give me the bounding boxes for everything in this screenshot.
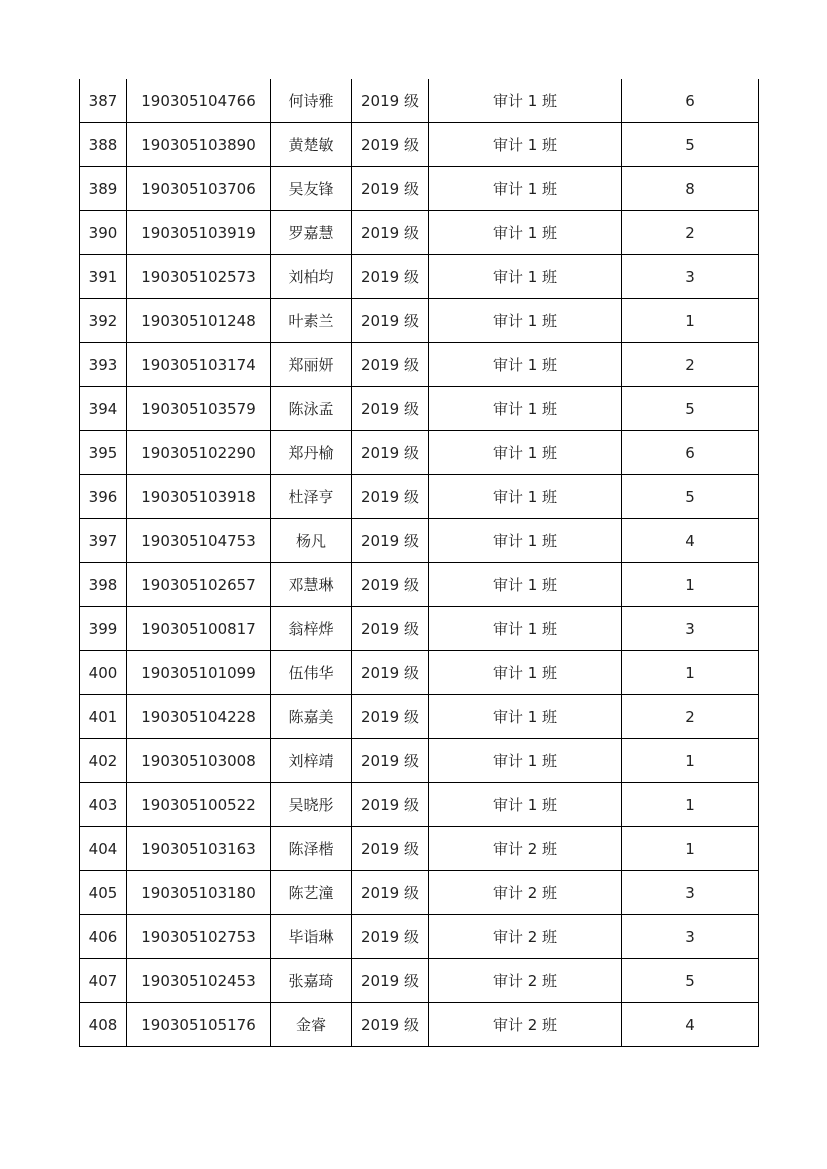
table-body	[80, 79, 759, 1047]
grade-cell: 2019 级	[352, 1003, 429, 1047]
table-row	[80, 475, 759, 519]
class-cell: 审计 1 班	[429, 475, 622, 519]
grade-cell: 2019 级	[352, 475, 429, 519]
student-name-cell: 陈艺潼	[271, 871, 352, 915]
student-name-cell: 罗嘉慧	[271, 211, 352, 255]
table-row	[80, 827, 759, 871]
student-name-cell: 张嘉琦	[271, 959, 352, 1003]
table-row	[80, 651, 759, 695]
student-name-cell: 邓慧琳	[271, 563, 352, 607]
table-row	[80, 739, 759, 783]
row-number-cell: 392	[80, 299, 127, 343]
count-cell: 1	[622, 299, 759, 343]
grade-cell: 2019 级	[352, 827, 429, 871]
student-id-cell: 190305103919	[127, 211, 271, 255]
student-id-cell: 190305102453	[127, 959, 271, 1003]
table-row	[80, 563, 759, 607]
table-row	[80, 123, 759, 167]
class-cell: 审计 1 班	[429, 123, 622, 167]
student-id-cell: 190305101099	[127, 651, 271, 695]
count-cell: 1	[622, 563, 759, 607]
student-name-cell: 刘柏均	[271, 255, 352, 299]
grade-cell: 2019 级	[352, 299, 429, 343]
table-row	[80, 167, 759, 211]
student-name-cell: 陈泽楷	[271, 827, 352, 871]
class-cell: 审计 2 班	[429, 1003, 622, 1047]
count-cell: 2	[622, 695, 759, 739]
count-cell: 1	[622, 739, 759, 783]
table-row	[80, 387, 759, 431]
count-cell: 3	[622, 255, 759, 299]
grade-cell: 2019 级	[352, 871, 429, 915]
student-id-cell: 190305104766	[127, 79, 271, 123]
row-number-cell: 393	[80, 343, 127, 387]
student-name-cell: 陈泳孟	[271, 387, 352, 431]
grade-cell: 2019 级	[352, 79, 429, 123]
student-name-cell: 刘梓靖	[271, 739, 352, 783]
count-cell: 1	[622, 827, 759, 871]
student-name-cell: 叶素兰	[271, 299, 352, 343]
row-number-cell: 390	[80, 211, 127, 255]
student-id-cell: 190305100817	[127, 607, 271, 651]
class-cell: 审计 2 班	[429, 827, 622, 871]
student-name-cell: 吴晓彤	[271, 783, 352, 827]
student-name-cell: 郑丹榆	[271, 431, 352, 475]
student-id-cell: 190305104228	[127, 695, 271, 739]
grade-cell: 2019 级	[352, 519, 429, 563]
student-id-cell: 190305103163	[127, 827, 271, 871]
table-row	[80, 959, 759, 1003]
student-id-cell: 190305103180	[127, 871, 271, 915]
student-name-cell: 何诗雅	[271, 79, 352, 123]
count-cell: 5	[622, 959, 759, 1003]
student-id-cell: 190305103706	[127, 167, 271, 211]
table-row	[80, 783, 759, 827]
table-row	[80, 211, 759, 255]
grade-cell: 2019 级	[352, 607, 429, 651]
row-number-cell: 396	[80, 475, 127, 519]
class-cell: 审计 1 班	[429, 695, 622, 739]
student-id-cell: 190305100522	[127, 783, 271, 827]
count-cell: 1	[622, 651, 759, 695]
count-cell: 8	[622, 167, 759, 211]
class-cell: 审计 1 班	[429, 343, 622, 387]
student-table	[79, 79, 759, 1047]
table-row	[80, 255, 759, 299]
student-id-cell: 190305104753	[127, 519, 271, 563]
row-number-cell: 404	[80, 827, 127, 871]
grade-cell: 2019 级	[352, 783, 429, 827]
student-id-cell: 190305105176	[127, 1003, 271, 1047]
table-row	[80, 431, 759, 475]
student-id-cell: 190305103008	[127, 739, 271, 783]
grade-cell: 2019 级	[352, 255, 429, 299]
class-cell: 审计 1 班	[429, 739, 622, 783]
count-cell: 2	[622, 343, 759, 387]
count-cell: 3	[622, 915, 759, 959]
class-cell: 审计 1 班	[429, 563, 622, 607]
class-cell: 审计 1 班	[429, 79, 622, 123]
count-cell: 3	[622, 607, 759, 651]
count-cell: 2	[622, 211, 759, 255]
class-cell: 审计 1 班	[429, 167, 622, 211]
row-number-cell: 395	[80, 431, 127, 475]
row-number-cell: 394	[80, 387, 127, 431]
table-row	[80, 695, 759, 739]
student-name-cell: 陈嘉美	[271, 695, 352, 739]
row-number-cell: 406	[80, 915, 127, 959]
count-cell: 4	[622, 1003, 759, 1047]
table-row	[80, 915, 759, 959]
student-id-cell: 190305103174	[127, 343, 271, 387]
student-name-cell: 郑丽妍	[271, 343, 352, 387]
grade-cell: 2019 级	[352, 167, 429, 211]
table-row	[80, 299, 759, 343]
student-id-cell: 190305102290	[127, 431, 271, 475]
grade-cell: 2019 级	[352, 563, 429, 607]
student-id-cell: 190305103579	[127, 387, 271, 431]
table-row	[80, 79, 759, 123]
row-number-cell: 389	[80, 167, 127, 211]
class-cell: 审计 1 班	[429, 255, 622, 299]
student-name-cell: 金睿	[271, 1003, 352, 1047]
student-name-cell: 杜泽亨	[271, 475, 352, 519]
class-cell: 审计 1 班	[429, 387, 622, 431]
row-number-cell: 391	[80, 255, 127, 299]
class-cell: 审计 1 班	[429, 211, 622, 255]
row-number-cell: 405	[80, 871, 127, 915]
student-name-cell: 翁梓烨	[271, 607, 352, 651]
row-number-cell: 399	[80, 607, 127, 651]
count-cell: 3	[622, 871, 759, 915]
row-number-cell: 403	[80, 783, 127, 827]
student-id-cell: 190305101248	[127, 299, 271, 343]
grade-cell: 2019 级	[352, 343, 429, 387]
table-row	[80, 343, 759, 387]
student-id-cell: 190305102753	[127, 915, 271, 959]
grade-cell: 2019 级	[352, 915, 429, 959]
row-number-cell: 397	[80, 519, 127, 563]
table-row	[80, 519, 759, 563]
count-cell: 5	[622, 387, 759, 431]
class-cell: 审计 1 班	[429, 299, 622, 343]
row-number-cell: 387	[80, 79, 127, 123]
class-cell: 审计 1 班	[429, 651, 622, 695]
grade-cell: 2019 级	[352, 431, 429, 475]
row-number-cell: 402	[80, 739, 127, 783]
count-cell: 4	[622, 519, 759, 563]
student-id-cell: 190305103918	[127, 475, 271, 519]
class-cell: 审计 1 班	[429, 431, 622, 475]
class-cell: 审计 1 班	[429, 607, 622, 651]
student-id-cell: 190305102573	[127, 255, 271, 299]
table-row	[80, 1003, 759, 1047]
class-cell: 审计 1 班	[429, 783, 622, 827]
row-number-cell: 401	[80, 695, 127, 739]
student-name-cell: 杨凡	[271, 519, 352, 563]
table-row	[80, 871, 759, 915]
count-cell: 6	[622, 431, 759, 475]
class-cell: 审计 2 班	[429, 871, 622, 915]
table-row	[80, 607, 759, 651]
student-name-cell: 吴友锋	[271, 167, 352, 211]
grade-cell: 2019 级	[352, 211, 429, 255]
class-cell: 审计 1 班	[429, 519, 622, 563]
count-cell: 1	[622, 783, 759, 827]
row-number-cell: 408	[80, 1003, 127, 1047]
grade-cell: 2019 级	[352, 739, 429, 783]
row-number-cell: 398	[80, 563, 127, 607]
grade-cell: 2019 级	[352, 959, 429, 1003]
count-cell: 5	[622, 475, 759, 519]
grade-cell: 2019 级	[352, 387, 429, 431]
row-number-cell: 407	[80, 959, 127, 1003]
grade-cell: 2019 级	[352, 123, 429, 167]
count-cell: 6	[622, 79, 759, 123]
student-id-cell: 190305102657	[127, 563, 271, 607]
class-cell: 审计 2 班	[429, 959, 622, 1003]
student-name-cell: 伍伟华	[271, 651, 352, 695]
class-cell: 审计 2 班	[429, 915, 622, 959]
student-name-cell: 毕诣琳	[271, 915, 352, 959]
row-number-cell: 400	[80, 651, 127, 695]
student-id-cell: 190305103890	[127, 123, 271, 167]
grade-cell: 2019 级	[352, 651, 429, 695]
row-number-cell: 388	[80, 123, 127, 167]
student-name-cell: 黄楚敏	[271, 123, 352, 167]
count-cell: 5	[622, 123, 759, 167]
grade-cell: 2019 级	[352, 695, 429, 739]
